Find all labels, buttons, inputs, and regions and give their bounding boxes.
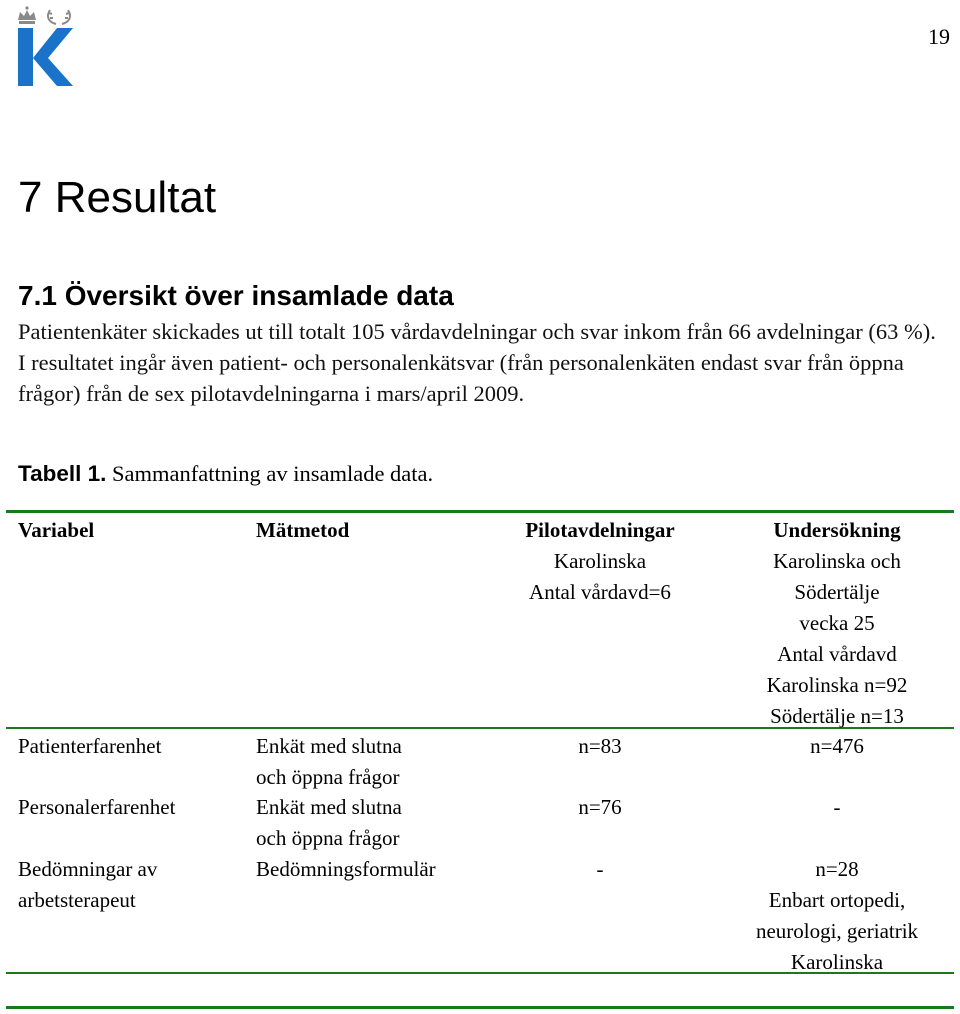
header-undersokning — [722, 515, 952, 732]
table-cell-line: Enbart ortopedi, — [768, 888, 906, 912]
header-undersokning-line: Antal vårdavd — [777, 642, 897, 666]
crown-icon — [18, 6, 36, 24]
header-matmetod: Mätmetod — [256, 518, 350, 542]
section-title: 7.1 Översikt över insamlade data — [18, 280, 454, 311]
table-cell-line: Enkät med slutna — [256, 734, 402, 758]
k-letter-icon — [18, 28, 73, 86]
table-cell-line: n=476 — [810, 734, 864, 758]
header-pilot — [480, 515, 720, 608]
table-caption — [18, 458, 433, 489]
caption-label: Tabell 1. — [18, 461, 107, 486]
header-undersokning-line: Karolinska och — [773, 549, 901, 573]
table-cell-line: arbetsterapeut — [18, 888, 136, 912]
header-variabel: Variabel — [18, 518, 95, 542]
table-cell-line: n=28 — [815, 857, 859, 881]
page-number: 19 — [928, 24, 950, 49]
table-cell-line: neurologi, geriatrik — [755, 919, 919, 943]
row-2-variabel — [18, 792, 238, 823]
table-cell-line: - — [833, 795, 841, 819]
row-1-matmetod — [256, 731, 496, 793]
table-cell-line: Bedömningsformulär — [256, 857, 436, 881]
table-cell-line: Personalerfarenhet — [18, 795, 176, 819]
table-cell-line: Enkät med slutna — [256, 795, 402, 819]
header-undersokning-line: vecka 25 — [799, 611, 875, 635]
row-2-matmetod — [256, 792, 496, 854]
row-1-variabel — [18, 731, 238, 762]
header-undersokning-line: Södertälje — [794, 580, 880, 604]
table-cell-line: och öppna frågor — [256, 765, 400, 789]
body-paragraph: Patientenkäter skickades ut till totalt 105 vårdavdelningar och svar inkom från 66 avdelningar (63 %). I resultatet ingår även patient- och personalenkätsvar (från personalenkäten endast svar från öppna frågor) från de sex pilotavdelningarna i mars/april 2009. — [18, 319, 936, 406]
table-cell-line: Bedömningar av — [18, 857, 158, 881]
row-3-pilot: - — [596, 857, 604, 881]
header-undersokning-line: Karolinska n=92 — [766, 673, 908, 697]
caption-text: Sammanfattning av insamlade data. — [106, 461, 434, 486]
chapter-title: 7 Resultat — [18, 173, 217, 222]
row-1-undersokning — [722, 731, 952, 762]
row-3-matmetod — [256, 854, 496, 885]
table-rule-top — [6, 510, 954, 513]
karolinska-logo — [16, 6, 76, 88]
row-1-pilot: n=83 — [578, 734, 622, 758]
header-undersokning-line: Södertälje n=13 — [770, 704, 904, 728]
table-rule-footer — [6, 1006, 954, 1009]
row-2-pilot: n=76 — [578, 795, 622, 819]
row-3-variabel — [18, 854, 238, 916]
table-cell-line: Patienterfarenhet — [18, 734, 162, 758]
header-pilot-line: Karolinska — [553, 549, 647, 573]
row-3-undersokning — [722, 854, 952, 978]
header-undersokning-title: Undersökning — [773, 518, 901, 542]
row-2-undersokning — [722, 792, 952, 823]
table-cell-line: Karolinska — [790, 950, 884, 974]
table-cell-line: och öppna frågor — [256, 826, 400, 850]
header-pilot-title: Pilotavdelningar — [525, 518, 675, 542]
header-pilot-line: Antal vårdavd=6 — [529, 580, 671, 604]
laurel-icon — [48, 10, 70, 24]
